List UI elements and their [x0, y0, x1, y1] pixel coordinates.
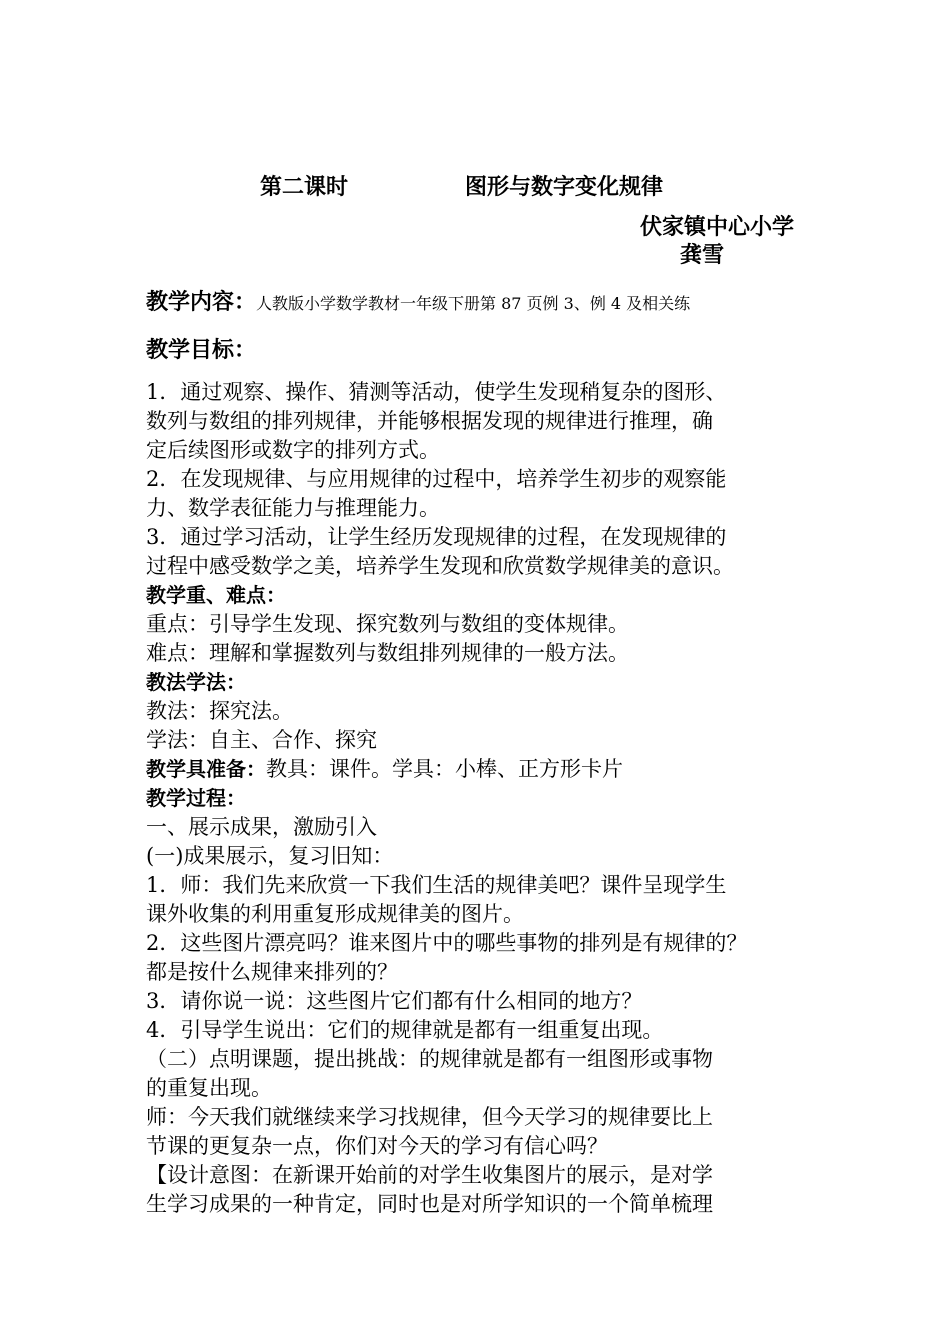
process-line: （二）点明课题，提出挑战：的规律就是都有一组图形或事物	[146, 1047, 713, 1071]
goal-line: 过程中感受数学之美，培养学生发现和欣赏数学规律美的意识。	[146, 554, 734, 578]
tools-line	[146, 755, 836, 784]
lesson-topic: 图形与数字变化规律	[465, 175, 664, 200]
goal-line: 1．通过观察、操作、猜测等活动，使学生发现稍复杂的图形、	[146, 380, 727, 404]
teaching-method-line: 教法：探究法。	[146, 699, 293, 723]
process-list	[146, 813, 836, 1219]
process-line: 节课的更复杂一点，你们对今天的学习有信心吗？	[146, 1134, 608, 1158]
document-body	[146, 288, 836, 1219]
process-line: 师：今天我们就继续来学习找规律，但今天学习的规律要比上	[146, 1105, 713, 1129]
goals-list	[146, 378, 836, 581]
lesson-number: 第二课时	[260, 175, 349, 200]
process-line: 【设计意图：在新课开始前的对学生收集图片的展示，是对学	[146, 1163, 713, 1187]
process-line: 4．引导学生说出：它们的规律就是都有一组重复出现。	[146, 1018, 664, 1042]
methods-heading: 教法学法：	[146, 670, 246, 694]
process-line: 一、展示成果，激励引入	[146, 815, 377, 839]
process-line: 3．请你说一说：这些图片它们都有什么相同的地方？	[146, 989, 643, 1013]
difficulty-line: 难点：理解和掌握数列与数组排列规律的一般方法。	[146, 641, 629, 665]
goal-line: 数列与数组的排列规律，并能够根据发现的规律进行推理，确	[146, 409, 713, 433]
author-block	[640, 214, 840, 270]
key-points-heading: 教学重、难点：	[146, 583, 286, 607]
process-line: 生学习成果的一种肯定，同时也是对所学知识的一个简单梳理	[146, 1192, 713, 1216]
process-line: 课外收集的利用重复形成规律美的图片。	[146, 902, 524, 926]
goal-line: 2．在发现规律、与应用规律的过程中，培养学生初步的观察能	[146, 467, 727, 491]
goals-heading: 教学目标：	[146, 338, 257, 363]
goal-line: 3．通过学习活动，让学生经历发现规律的过程，在发现规律的	[146, 525, 727, 549]
key-point-line: 重点：引导学生发现、探究数列与数组的变体规律。	[146, 612, 629, 636]
page-title	[0, 170, 950, 204]
school-name: 伏家镇中心小学	[640, 215, 795, 240]
process-line: 2．这些图片漂亮吗？谁来图片中的哪些事物的排列是有规律的？	[146, 931, 748, 955]
teaching-content	[146, 288, 836, 320]
learning-method-line: 学法：自主、合作、探究	[146, 728, 377, 752]
goal-line: 定后续图形或数字的排列方式。	[146, 438, 440, 462]
process-line: 1．师：我们先来欣赏一下我们生活的规律美吧？课件呈现学生	[146, 873, 727, 897]
tools-text: 教具：课件。学具：小棒、正方形卡片	[266, 757, 623, 781]
process-heading: 教学过程：	[146, 786, 246, 810]
content-text: 人教版小学数学教材一年级下册第 87 页例 3、例 4 及相关练	[256, 294, 691, 313]
process-line: (一)成果展示，复习旧知：	[146, 844, 394, 868]
process-line: 都是按什么规律来排列的？	[146, 960, 398, 984]
process-line: 的重复出现。	[146, 1076, 272, 1100]
tools-heading: 教学具准备：	[146, 757, 266, 781]
content-label: 教学内容：	[146, 290, 257, 315]
teacher-name: 龚雪	[680, 243, 725, 268]
goal-line: 力、数学表征能力与推理能力。	[146, 496, 440, 520]
